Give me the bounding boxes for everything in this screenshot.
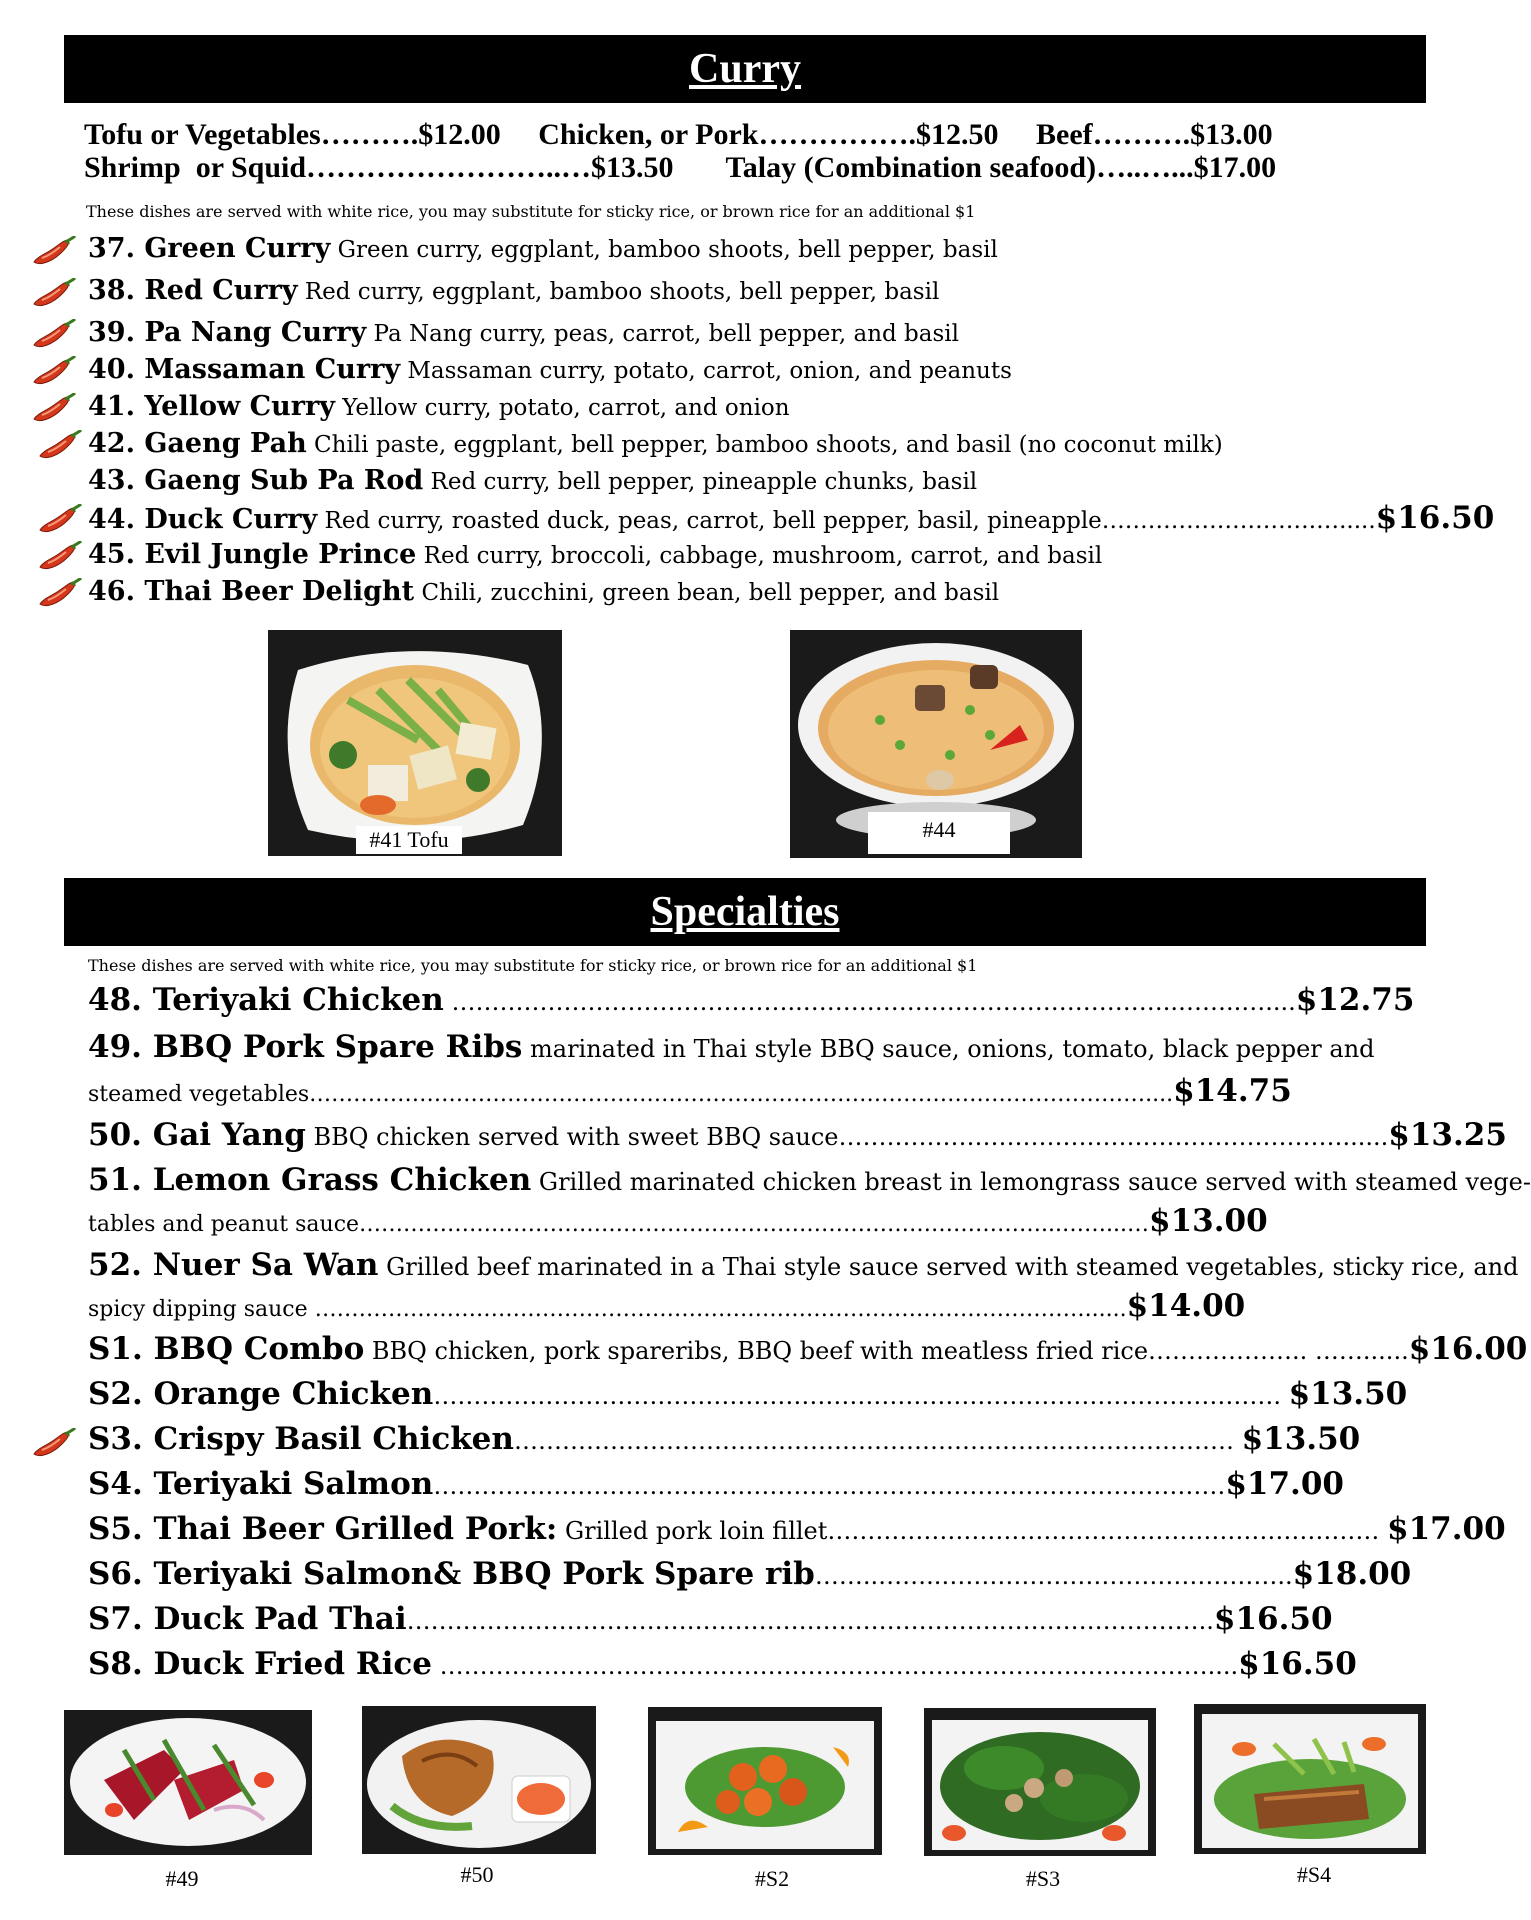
item-desc: BBQ chicken, pork spareribs, BBQ beef with meatless fried rice……………….. ……...... xyxy=(371,1337,1409,1365)
item-name: S8. Duck Fried Rice xyxy=(88,1646,433,1682)
item-desc: marinated in Thai style BBQ sauce, onions, tomato, black pepper and xyxy=(530,1035,1375,1063)
item-name: 52. Nuer Sa Wan xyxy=(88,1247,379,1283)
item-price: $16.50 xyxy=(1375,500,1495,536)
curry-rice-note: These dishes are served with white rice, you may substitute for sticky rice, or brown rice for an additional $1 xyxy=(86,202,976,221)
menu-item xyxy=(88,1599,1333,1641)
item-name: S6. Teriyaki Salmon& BBQ Pork Spare rib xyxy=(88,1556,815,1592)
menu-item xyxy=(88,463,977,500)
item-price: $16.50 xyxy=(1213,1601,1333,1637)
item-name: S2. Orange Chicken xyxy=(88,1376,434,1412)
menu-item xyxy=(88,315,959,352)
menu-item-continued xyxy=(88,1071,1292,1115)
curry-price-line-2: Shrimp or Squid……………………..…$13.50 Talay (Combination seafood)…..…...$17.00 xyxy=(84,151,1277,184)
menu-item xyxy=(88,1509,1506,1551)
chili-pepper-icon xyxy=(36,541,82,573)
item-desc: Grilled marinated chicken breast in lemongrass sauce served with steamed vege- xyxy=(538,1168,1531,1196)
menu-item-continued xyxy=(88,1286,1245,1330)
menu-item xyxy=(88,1464,1344,1506)
photo-caption: #41 Tofu xyxy=(356,826,462,854)
specialty-photo-50 xyxy=(362,1706,596,1854)
menu-item xyxy=(88,352,1012,389)
item-name: S7. Duck Pad Thai xyxy=(88,1601,407,1637)
item-price: $14.75 xyxy=(1173,1073,1292,1109)
menu-item xyxy=(88,500,1494,539)
chili-pepper-icon xyxy=(30,393,76,425)
item-price: $17.00 xyxy=(1387,1511,1506,1547)
menu-item xyxy=(88,1160,1531,1202)
item-name: S1. BBQ Combo xyxy=(88,1331,365,1367)
chili-pepper-icon xyxy=(30,278,76,310)
menu-item xyxy=(88,1644,1357,1686)
chili-pepper-icon xyxy=(30,356,76,388)
item-desc: ……………………………………………………………………………………………. xyxy=(433,1382,1281,1410)
chili-pepper-icon xyxy=(30,236,76,268)
item-name: 37. Green Curry xyxy=(88,233,331,264)
menu-item xyxy=(88,980,1414,1022)
photo-caption: #S3 xyxy=(1025,1866,1061,1891)
photo-caption: #50 xyxy=(460,1862,494,1887)
menu-item xyxy=(88,426,1223,463)
item-desc: Red curry, roasted duck, peas, carrot, bell pepper, basil, pineapple……………………….…..... xyxy=(324,508,1376,534)
item-desc-continued: steamed vegetables…………………………………………………………………………………………………….... xyxy=(88,1082,1174,1107)
item-name: 38. Red Curry xyxy=(88,275,298,306)
item-desc: BBQ chicken served with sweet BBQ sauce………………………………………………………...... xyxy=(313,1123,1389,1151)
chili-pepper-icon xyxy=(36,504,82,536)
specialty-photo-s3 xyxy=(924,1708,1156,1856)
item-name: S3. Crispy Basil Chicken xyxy=(88,1421,514,1457)
curry-heading: Curry xyxy=(689,46,801,92)
item-name: 39. Pa Nang Curry xyxy=(88,317,367,348)
specialty-photo-s4 xyxy=(1194,1704,1426,1854)
item-desc: ……………………………………………………………………………………….. xyxy=(406,1607,1214,1635)
item-desc: Massaman curry, potato, carrot, onion, and peanuts xyxy=(407,358,1012,384)
item-desc-continued: spicy dipping sauce ……………………………………………………………………………………………...... xyxy=(88,1297,1127,1322)
item-price: $16.50 xyxy=(1238,1646,1357,1682)
menu-item-continued xyxy=(88,1201,1268,1245)
specialty-photo-s2 xyxy=(648,1707,882,1855)
item-name: 46. Thai Beer Delight xyxy=(88,576,415,607)
menu-item xyxy=(88,537,1102,574)
item-name: 51. Lemon Grass Chicken xyxy=(88,1162,532,1198)
menu-item xyxy=(88,273,939,310)
menu-item xyxy=(88,1245,1518,1287)
item-desc: …………………………………………………………………………………….... xyxy=(432,1652,1239,1680)
item-name: 50. Gai Yang xyxy=(88,1117,306,1153)
item-price: $13.00 xyxy=(1149,1203,1268,1239)
menu-item xyxy=(88,1027,1375,1069)
item-desc: Grilled beef marinated in a Thai style sauce served with steamed vegetables, sticky rice, and xyxy=(386,1253,1519,1281)
item-name: 49. BBQ Pork Spare Ribs xyxy=(88,1029,523,1065)
item-desc: Grilled pork loin fillet…………………………………………………………… xyxy=(564,1517,1380,1545)
menu-item xyxy=(88,1419,1360,1461)
menu-item xyxy=(88,1554,1411,1596)
photo-caption: #49 xyxy=(165,1866,199,1891)
menu-item xyxy=(88,574,999,611)
curry-section-banner xyxy=(64,35,1426,103)
item-desc: ……………………………………………………………………………………… xyxy=(433,1472,1226,1500)
item-desc: ……………………………………………………………………………… xyxy=(513,1427,1234,1455)
curry-photo-41-tofu xyxy=(268,630,562,856)
chili-pepper-icon xyxy=(30,1428,76,1460)
chili-pepper-icon xyxy=(30,319,76,351)
item-price: $13.50 xyxy=(1288,1376,1408,1412)
item-name: 44. Duck Curry xyxy=(88,504,318,535)
item-name: 45. Evil Jungle Prince xyxy=(88,539,417,570)
item-price: $13.50 xyxy=(1241,1421,1361,1457)
item-price: $18.00 xyxy=(1292,1556,1412,1592)
item-desc: Pa Nang curry, peas, carrot, bell pepper, and basil xyxy=(373,321,960,347)
chili-pepper-icon xyxy=(36,430,82,462)
item-price: $13.25 xyxy=(1388,1117,1507,1153)
item-desc: Chili, zucchini, green bean, bell pepper, and basil xyxy=(421,580,1000,606)
item-name: 40. Massaman Curry xyxy=(88,354,401,385)
item-desc: Red curry, bell pepper, pineapple chunks, basil xyxy=(430,469,978,495)
curry-price-line-1: Tofu or Vegetables……….$12.00 Chicken, or Pork…………….$12.50 Beef……….$13.00 xyxy=(84,118,1273,151)
item-name: S5. Thai Beer Grilled Pork: xyxy=(88,1511,558,1547)
item-name: 43. Gaeng Sub Pa Rod xyxy=(88,465,424,496)
menu-item xyxy=(88,1374,1407,1416)
item-desc: Green curry, eggplant, bamboo shoots, bell pepper, basil xyxy=(337,237,998,263)
item-desc: Yellow curry, potato, carrot, and onion xyxy=(342,395,790,421)
specialties-rice-note: These dishes are served with white rice, you may substitute for sticky rice, or brown rice for an additional $1 xyxy=(88,956,978,975)
item-name: 42. Gaeng Pah xyxy=(88,428,307,459)
item-desc: ……………………………………..………………………………………..……..….... xyxy=(443,988,1296,1016)
photo-caption: #S2 xyxy=(754,1866,790,1891)
item-desc: ……..……..…………………………………….. xyxy=(814,1562,1293,1590)
specialties-section-banner xyxy=(64,878,1426,946)
specialties-heading: Specialties xyxy=(650,889,840,935)
item-name: S4. Teriyaki Salmon xyxy=(88,1466,434,1502)
item-price: $12.75 xyxy=(1295,982,1415,1018)
item-name: 41. Yellow Curry xyxy=(88,391,335,422)
item-price: $14.00 xyxy=(1126,1288,1246,1324)
item-name: 48. Teriyaki Chicken xyxy=(88,982,444,1018)
item-desc: Chili paste, eggplant, bell pepper, bamboo shoots, and basil (no coconut milk) xyxy=(314,432,1223,458)
item-desc: Red curry, broccoli, cabbage, mushroom, carrot, and basil xyxy=(423,543,1103,569)
photo-caption: #44 xyxy=(868,812,1010,854)
menu-item xyxy=(88,1115,1507,1157)
chili-pepper-icon xyxy=(36,578,82,610)
item-desc-continued: tables and peanut sauce…………………………………………………………………………………...……...… xyxy=(88,1212,1150,1237)
menu-item xyxy=(88,389,790,426)
item-price: $17.00 xyxy=(1225,1466,1344,1502)
menu-item xyxy=(88,1329,1527,1371)
specialty-photo-49 xyxy=(64,1710,312,1855)
menu-item xyxy=(88,231,998,268)
item-desc: Red curry, eggplant, bamboo shoots, bell pepper, basil xyxy=(304,279,940,305)
item-price: $16.00 xyxy=(1408,1331,1528,1367)
photo-caption: #S4 xyxy=(1296,1862,1332,1887)
